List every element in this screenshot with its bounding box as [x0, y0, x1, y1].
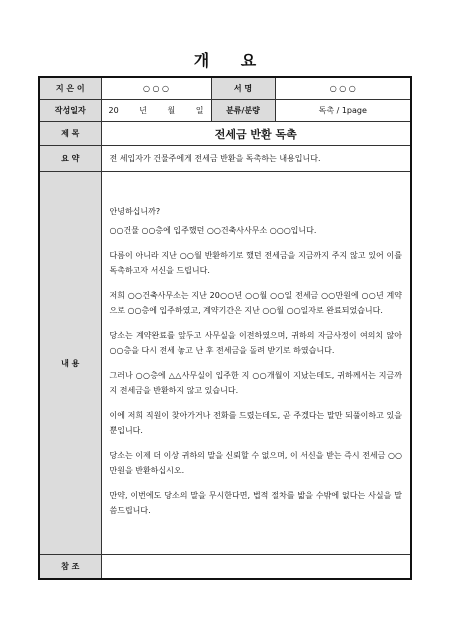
- document-title: 개 요: [193, 51, 257, 70]
- letter-paragraph-6: 당소는 이제 더 이상 귀하의 말을 신뢰할 수 없으며, 이 서신을 받는 즉시 전세금 ○○만원을 반환하십시오.: [109, 451, 402, 475]
- content-label: 내 용: [39, 172, 101, 555]
- category-label: 분류/분량: [211, 100, 275, 122]
- letter-greeting: 안녕하십니까?: [109, 207, 161, 216]
- row-summary: [39, 146, 411, 172]
- date-label: 작성일자: [39, 100, 101, 122]
- sign-value: ○ ○ ○: [275, 77, 411, 100]
- date-month: 월: [167, 106, 176, 115]
- subject-value: 전세금 반환 독촉: [101, 122, 411, 146]
- writer-value: ○ ○ ○: [101, 77, 211, 100]
- letter-intro: ○○건물 ○○층에 입주했던 ○○건축사사무소 ○○○입니다.: [109, 226, 317, 235]
- date-year: 20: [108, 106, 119, 115]
- category-value: 독촉 / 1page: [275, 100, 411, 122]
- writer-label: 지 은 이: [39, 77, 101, 100]
- sign-label: 서 명: [211, 77, 275, 100]
- date-year-unit: 년: [139, 106, 147, 115]
- letter-paragraph-4: 그러나 ○○층에 △△사무실이 입주한 지 ○○개월이 지났는데도, 귀하께서는 지금까지 전세금을 반환하지 않고 있습니다.: [109, 371, 402, 395]
- summary-label: 요 약: [39, 146, 101, 172]
- letter-paragraph-1: 다름이 아니라 지난 ○○월 반환하기로 했던 전세금을 지금까지 주지 않고 있어 이를 독촉하고자 서신을 드립니다.: [109, 251, 402, 275]
- reference-value: [101, 555, 411, 579]
- subject-label: 제 목: [39, 122, 101, 146]
- row-reference: [39, 555, 411, 579]
- row-date: [39, 100, 411, 122]
- date-value: [101, 100, 211, 122]
- letter-paragraph-3: 당소는 계약완료를 앞두고 사무실을 이전하였으며, 귀하의 자금사정이 여의치 않아 ○○층을 다시 전세 놓고 난 후 전세금을 돌려 받기로 하였습니다.: [109, 331, 402, 355]
- letter-paragraph-5: 이에 저희 직원이 찾아가거나 전화를 드렸는데도, 곧 주겠다는 말만 되풀이하고 있을 뿐입니다.: [109, 411, 402, 435]
- row-content: [39, 172, 411, 555]
- summary-value: 전 세입자가 건물주에게 전세금 반환을 독촉하는 내용입니다.: [101, 146, 411, 172]
- content-cell: [101, 172, 411, 555]
- letter-body: [102, 172, 411, 518]
- letter-paragraph-2: 저희 ○○건축사무소는 지난 20○○년 ○○월 ○○일 전세금 ○○만원에 ○○년 계약으로 ○○층에 입주하였고, 계약기간은 지난 ○○월 ○○일자로 완료되었습니다.: [109, 291, 402, 315]
- letter-paragraph-7: 만약, 이번에도 당소의 말을 무시한다면, 법적 절차를 밟을 수밖에 없다는 사실을 말씀드립니다.: [109, 491, 402, 515]
- reference-label: 참 조: [39, 555, 101, 579]
- row-subject: [39, 122, 411, 146]
- overview-form: [38, 76, 412, 580]
- date-day: 일: [195, 106, 204, 115]
- row-writer: [39, 77, 411, 100]
